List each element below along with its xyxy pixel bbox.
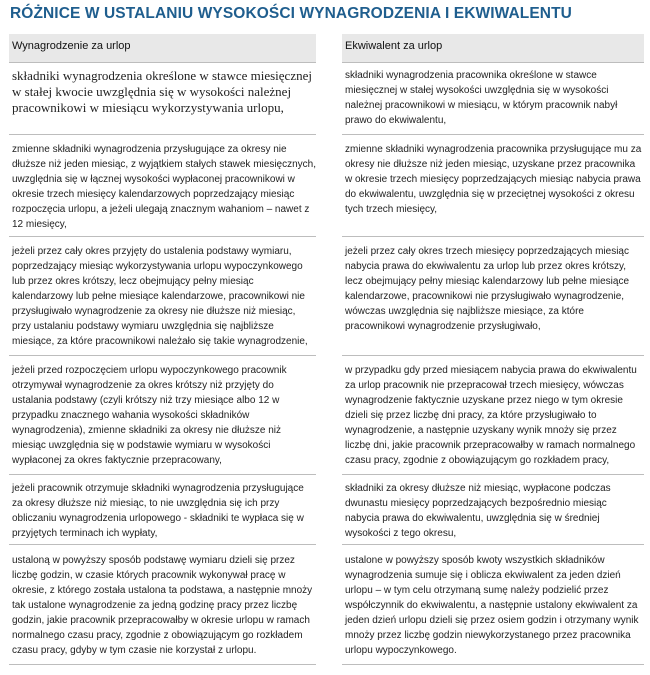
left-cell-2: zmienne składniki wynagrodzenia przysługujące za okresy nie dłuższe niż jeden miesiąc, z wyjątkiem stałych stawek miesięcznych, uwzględnia się w łącznej wysokości wypłaconej pracownikowi w okresie trzech miesięcy kalendarzowych poprzedzający miesiąc rozpoczęcia urlopu, a jeżeli ulegają znacznym wahaniom – nawet z 12 miesięcy,: [12, 144, 316, 230]
left-cell-6: ustaloną w powyższy sposób podstawę wymiaru dzieli się przez liczbę godzin, w czasie których pracownik wykonywał pracę w okresie, z którego została ustalona ta podstawa, a następnie mnoży tak ustalone wynagrodzenie za jedną godzinę pracy przez liczbę godzin, jakie pracownik przepracowałby w okresie urlopu w ramach normalnego czasu pracy, zgodnie z obowiązującym go rozkładem czasu pracy, gdyby w tym czasie nie korzystał z urlopu.: [12, 555, 313, 656]
column-header-right: Ekwiwalent za urlop: [342, 34, 644, 62]
row-divider: [342, 62, 644, 63]
row-divider: [9, 134, 316, 135]
left-cell-1: składniki wynagrodzenia określone w stawce miesięcznej w stałej kwocie uwzględnia się w wysokości należnej pracownikowi w miesiącu wykorzystywania urlopu,: [12, 68, 312, 115]
row-divider: [342, 236, 644, 237]
right-cell-1: składniki wynagrodzenia pracownika określone w stawce miesięcznej w stałej wysokości uwzględnia się w wysokości należnej pracownikowi w miesiącu, w którym pracownik nabył prawo do ekwiwalentu,: [345, 70, 618, 126]
column-header-left: Wynagrodzenie za urlop: [9, 34, 316, 62]
row-divider: [9, 62, 316, 63]
row-divider: [342, 664, 644, 665]
row-divider: [342, 544, 644, 545]
row-divider: [9, 236, 316, 237]
left-cell-5: jeżeli pracownik otrzymuje składniki wynagrodzenia przysługujące za okresy dłuższe niż miesiąc, to nie uwzględnia się ich przy obliczaniu wynagrodzenia urlopowego - składniki te wypłaca się w przyjętych terminach ich wypłaty,: [12, 483, 304, 539]
row-divider: [9, 474, 316, 475]
row-divider: [9, 664, 316, 665]
row-divider: [9, 544, 316, 545]
left-cell-4: jeżeli przed rozpoczęciem urlopu wypoczynkowego pracownik otrzymywał wynagrodzenie za okres krótszy niż przyjęty do ustalania podstawy (czyli krótszy niż trzy miesiące albo 12 w przypadku znacznego wahania wysokości składników wynagrodzenia), zmienne składniki za okresy nie dłuższe niż miesiąc uwzględnia się w podstawie wymiaru w wysokości wypłaconej za okres faktycznie przepracowany,: [12, 365, 287, 466]
row-divider: [342, 474, 644, 475]
page-title: RÓŻNICE W USTALANIU WYSOKOŚCI WYNAGRODZENIA I EKWIWALENTU: [10, 5, 572, 22]
row-divider: [9, 355, 316, 356]
right-cell-5: składniki za okresy dłuższe niż miesiąc, wypłacone podczas dwunastu miesięcy poprzedzających bezpośrednio miesiąc nabycia prawa do ekwiwalentu, uwzględnia się w średniej wysokości z tego okresu,: [345, 483, 611, 539]
row-divider: [342, 134, 644, 135]
right-cell-3: jeżeli przez cały okres trzech miesięcy poprzedzających miesiąc nabycia prawa do ekwiwalentu za urlop lub przez okres krótszy, lecz obejmujący pełny miesiąc kalendarzowy lub pełne miesiące kalendarzowe, pracownikowi nie przysługiwało wynagrodzenie, wówczas uwzględnia się najbliższe miesiące, za które pracownikowi wynagrodzenie przysługiwało,: [345, 246, 630, 332]
row-divider: [342, 355, 644, 356]
right-cell-4: w przypadku gdy przed miesiącem nabycia prawa do ekwiwalentu za urlop pracownik nie przepracował trzech miesięcy, wówczas wynagrodzenie faktycznie uzyskane przez niego w tym okresie dzieli się przez liczbę dni pracy, za które przysługiwało to wynagrodzenie, a następnie uzyskany wynik mnoży się przez liczbę dni, jakie pracownik przepracowałby w ramach normalnego czasu pracy, zgodnie z obowiązującym go rozkładem pracy,: [345, 365, 637, 466]
right-cell-2: zmienne składniki wynagrodzenia pracownika przysługujące mu za okresy nie dłuższe niż jeden miesiąc, uzyskane przez pracownika w okresie trzech miesięcy poprzedzających miesiąc nabycia prawa do ekwiwalentu, uwzględnia się w przeciętnej wysokości z okresu tych trzech miesięcy,: [345, 144, 642, 215]
right-cell-6: ustalone w powyższy sposób kwoty wszystkich składników wynagrodzenia sumuje się i oblicza ekwiwalent za jeden dzień urlopu – w tym celu otrzymaną sumę należy podzielić przez współczynnik do ekwiwalentu, a następnie ustalony ekwiwalent za jeden dzień urlopu dzieli się przez osiem godzin i otrzymany wynik mnoży przez liczbę godzin niewykorzystanego przez pracownika urlopu wypoczynkowego.: [345, 555, 639, 656]
left-cell-3: jeżeli przez cały okres przyjęty do ustalenia podstawy wymiaru, poprzedzający miesiąc wykorzystywania urlopu wypoczynkowego lub przez okres krótszy, lecz obejmujący pełny miesiąc kalendarzowy lub pełne miesiące kalendarzowe, pracownikowi nie przysługiwało wynagrodzenie za okresy nie dłuższe niż miesiąc, przy ustalaniu podstawy wymiaru uwzględnia się najbliższe miesiące, za które pracownikowi należało się takie wynagrodzenie,: [12, 246, 308, 347]
